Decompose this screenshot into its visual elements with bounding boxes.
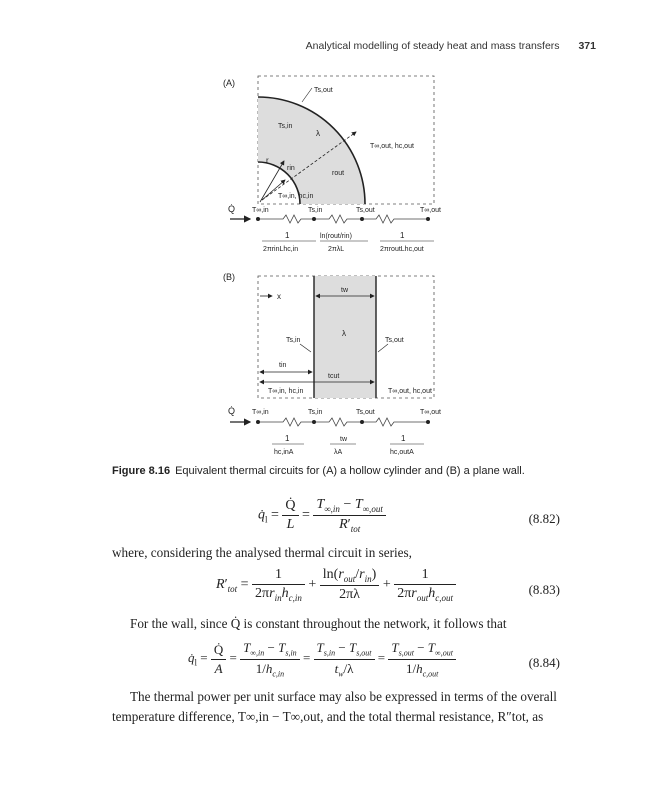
equation-8-84: $q̇_l$ = $\frac{Q̇}{A}$ = $\frac{T_{\infty,in} - T_{s,in}}{1/h_{c,in}}$ = $\frac{T_{s,in} - T_{s,out}}{t_w/\lambda}$ = $\frac{T_{s,out} - T_{\infty,out}}{1/h_{c,out}}$ (188, 640, 456, 678)
paragraph-2: For the wall, since Q̇ is constant throughout the network, it follows that (130, 616, 507, 631)
panel-a (258, 76, 434, 204)
a-r: r (266, 156, 269, 165)
a-r3-den: 2πroutLhc,out (380, 246, 424, 253)
b-tin: tin (279, 362, 287, 369)
panel-b-label: (B) (223, 272, 235, 282)
b-r2-num: tw (340, 436, 347, 443)
b-ts-out: Ts,out (385, 337, 404, 344)
equation-8-83: $R'_{tot}$ = $\frac{1}{2\pi r_{in}h_{c,in}}$ + $\frac{\ln(r_{out}/r_{in})}{2\pi\lambda}$ + $\frac{1}{2\pi r_{out}h_{c,out}}$ (216, 567, 456, 603)
b-x: x (277, 292, 281, 301)
running-title: Analytical modelling of steady heat and mass transfers (305, 40, 560, 52)
page-number: 371 (578, 40, 596, 52)
a-r-in: rin (287, 165, 295, 172)
b-ts-in: Ts,in (286, 337, 301, 344)
paragraph-3-line-2: temperature difference, T∞,in − T∞,out, and the total thermal resistance, R″tot, as (112, 709, 544, 724)
b-tcut: tcut (328, 373, 340, 380)
paragraph-1: where, considering the analysed thermal circuit in series, (112, 545, 412, 560)
b-r3-den: hc,outA (390, 449, 414, 456)
panel-a-label: (A) (223, 78, 235, 88)
figure-caption (112, 465, 525, 477)
a-r2-den: 2πλL (328, 246, 345, 253)
eq-number-8-84: (8.84) (528, 655, 560, 670)
b-t-inf-in: T∞,in, hc,in (268, 388, 304, 395)
a-r3-num: 1 (400, 231, 405, 240)
circuit-a (230, 215, 430, 223)
a-t-inf-out: T∞,out, hc,out (370, 143, 414, 150)
circuit-b (230, 418, 430, 426)
a-ts-in: Ts,in (278, 123, 293, 130)
equation-8-82: $q̇_l$ = $\frac{Q̇}{L}$ = $\frac{T_{\infty,in} - T_{\infty,out}}{R'_{tot}}$ (258, 497, 386, 534)
a-lambda: λ (316, 129, 320, 138)
b-qdot: Q̇ (228, 406, 236, 416)
b-node-4: T∞,out (420, 409, 441, 416)
b-lambda: λ (342, 329, 346, 338)
a-r-out: rout (332, 170, 345, 177)
b-r3-num: 1 (401, 434, 406, 443)
a-r1-num: 1 (285, 231, 290, 240)
eq-number-8-83: (8.83) (528, 582, 560, 597)
b-r1-den: hc,inA (274, 449, 294, 456)
b-node-1: T∞,in (252, 409, 269, 416)
caption-label: Figure 8.16 (112, 465, 171, 477)
b-node-2: Ts,in (308, 409, 323, 416)
a-r1-den: 2πrinLhc,in (263, 246, 299, 253)
b-r1-num: 1 (285, 434, 290, 443)
a-t-inf-in: T∞,in, hc,in (278, 193, 314, 200)
a-qdot: Q̇ (228, 204, 236, 214)
b-tw: tw (341, 287, 348, 294)
b-r2-den: λA (334, 449, 343, 456)
a-node-1: T∞,in (252, 207, 269, 214)
caption-text: Equivalent thermal circuits for (A) a hollow cylinder and (B) a plane wall. (175, 465, 525, 477)
panel-b (258, 276, 434, 398)
b-t-inf-out: T∞,out, hc,out (388, 388, 432, 395)
b-node-3: Ts,out (356, 409, 375, 416)
paragraph-3-line-1: The thermal power per unit surface may also be expressed in terms of the overall (130, 689, 557, 704)
eq-number-8-82: (8.82) (528, 511, 560, 526)
a-ts-out-top: Ts,out (314, 87, 333, 94)
a-node-2: Ts,in (308, 207, 323, 214)
a-node-4: T∞,out (420, 207, 441, 214)
a-node-3: Ts,out (356, 207, 375, 214)
a-r2-num: ln(rout/rin) (320, 233, 352, 240)
